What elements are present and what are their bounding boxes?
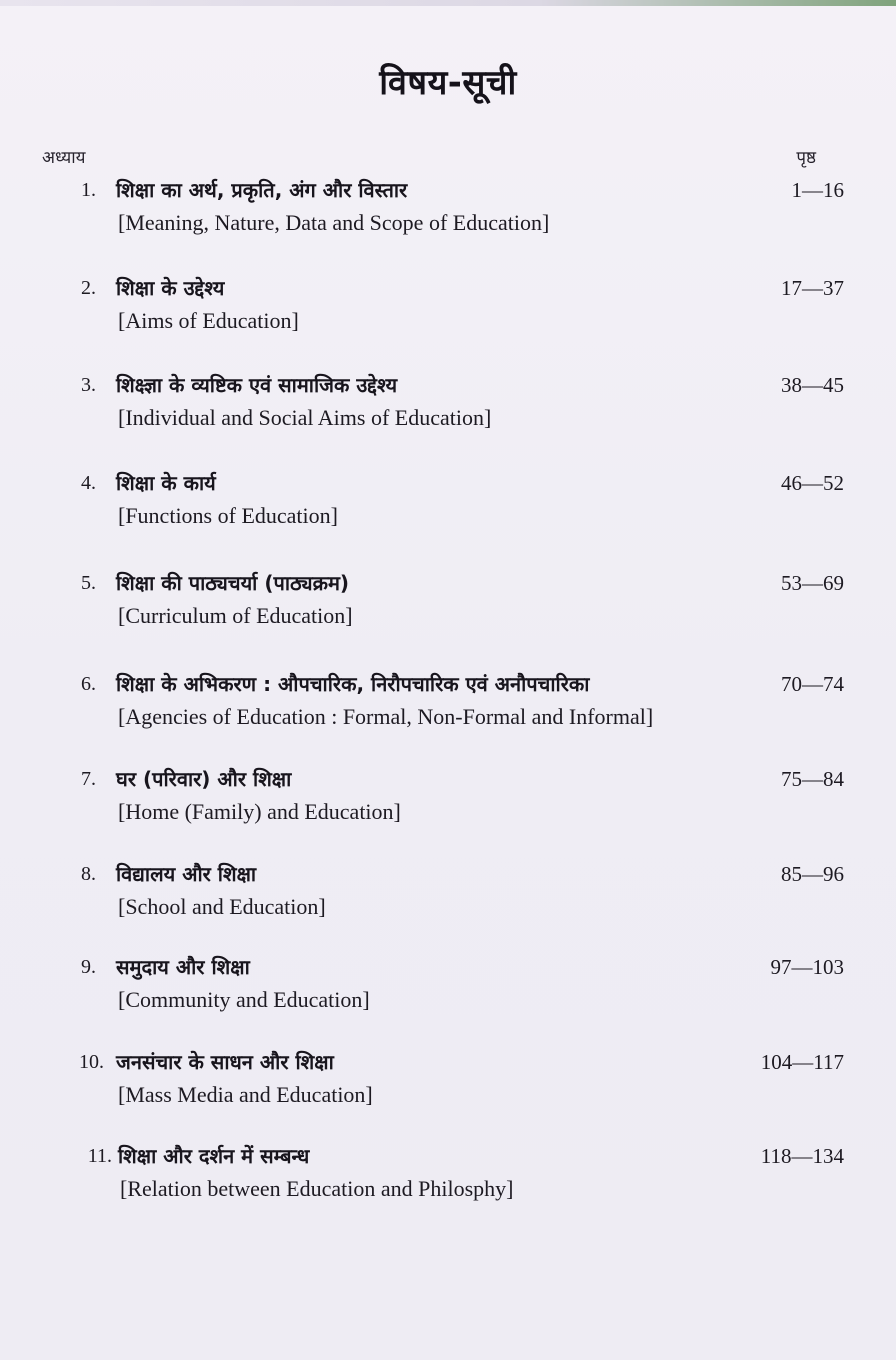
chapter-title-english: [Functions of Education] (118, 503, 338, 528)
chapter-number: 1. (81, 179, 96, 201)
toc-entry[interactable] (0, 860, 896, 930)
chapter-number: 11. (87, 1145, 112, 1167)
toc-entry[interactable] (0, 274, 896, 344)
page-range: 1—16 (791, 178, 844, 202)
toc-entry[interactable] (0, 176, 896, 246)
chapter-number: 9. (81, 956, 96, 978)
toc-entry[interactable] (0, 1048, 896, 1118)
toc-entry[interactable] (0, 953, 896, 1023)
toc-entry[interactable] (0, 371, 896, 441)
chapter-title-hindi: शिक्षा का अर्थ, प्रकृति, अंग और विस्तार (116, 178, 408, 202)
chapter-number: 6. (81, 673, 96, 695)
chapter-number: 10. (79, 1051, 104, 1073)
page-range: 75—84 (781, 767, 844, 791)
chapter-title-english: [Mass Media and Education] (118, 1082, 373, 1107)
chapter-number: 2. (81, 277, 96, 299)
chapter-title-english: [Home (Family) and Education] (118, 799, 401, 824)
chapter-title-english: [Curriculum of Education] (118, 603, 353, 628)
chapter-number: 7. (81, 768, 96, 790)
page-range: 46—52 (781, 471, 844, 495)
chapter-title-hindi: शिक्ष्ज्ञा के व्यष्टिक एवं सामाजिक उद्देश्य (116, 373, 398, 397)
chapter-title-english: [Relation between Education and Philosphy] (120, 1176, 514, 1201)
chapter-title-hindi: शिक्षा के उद्देश्य (116, 276, 225, 300)
toc-entry[interactable] (0, 670, 896, 740)
chapter-title-hindi: विद्यालय और शिक्षा (116, 862, 257, 886)
chapter-title-english: [School and Education] (118, 894, 326, 919)
chapter-title-hindi: शिक्षा के अभिकरण : औपचारिक, निरौपचारिक एवं अनौपचारिका (116, 672, 590, 696)
page-range: 97—103 (770, 955, 844, 979)
chapter-title-english: [Community and Education] (118, 987, 370, 1012)
page-title: विषय-सूची (379, 63, 517, 103)
page-range: 118—134 (760, 1144, 844, 1168)
page-edge (0, 0, 896, 6)
toc-entry[interactable] (0, 765, 896, 835)
page-range: 53—69 (781, 571, 844, 595)
chapter-number: 5. (81, 572, 96, 594)
chapter-number: 8. (81, 863, 96, 885)
chapter-title-english: [Individual and Social Aims of Education] (118, 405, 492, 430)
page-range: 85—96 (781, 862, 844, 886)
toc-entry[interactable] (0, 569, 896, 639)
page-range: 104—117 (760, 1050, 844, 1074)
column-header-chapter: अध्याय (42, 148, 86, 168)
chapter-title-hindi: समुदाय और शिक्षा (116, 955, 250, 979)
page-range: 17—37 (781, 276, 844, 300)
chapter-title-hindi: घर (परिवार) और शिक्षा (116, 767, 292, 791)
page-range: 38—45 (781, 373, 844, 397)
chapter-title-hindi: शिक्षा और दर्शन में सम्बन्ध (118, 1144, 310, 1168)
chapter-number: 3. (81, 374, 96, 396)
chapter-title-english: [Aims of Education] (118, 308, 299, 333)
page-range: 70—74 (781, 672, 844, 696)
toc-entry[interactable] (0, 469, 896, 539)
chapter-title-english: [Meaning, Nature, Data and Scope of Education] (118, 210, 550, 235)
chapter-title-english: [Agencies of Education : Formal, Non-Formal and Informal] (118, 704, 654, 729)
column-header-page: पृष्ठ (796, 148, 816, 168)
chapter-title-hindi: शिक्षा की पाठ्यचर्या (पाठ्यक्रम) (116, 571, 350, 595)
chapter-title-hindi: शिक्षा के कार्य (116, 471, 216, 495)
chapter-title-hindi: जनसंचार के साधन और शिक्षा (116, 1050, 334, 1074)
toc-entry[interactable] (0, 1142, 896, 1212)
chapter-number: 4. (81, 472, 96, 494)
